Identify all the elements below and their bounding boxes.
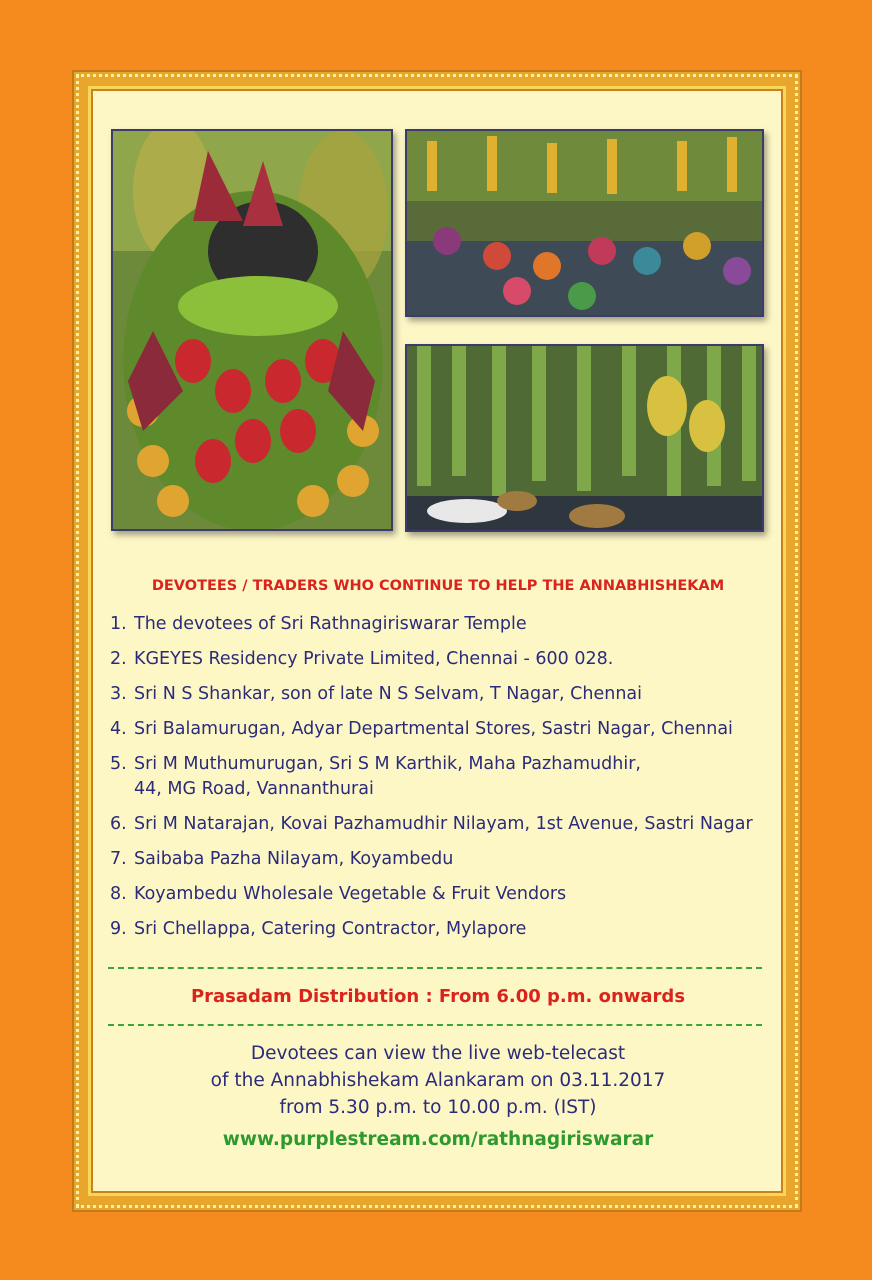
- contributors-list: [110, 612, 790, 952]
- telecast-notice: [100, 1040, 776, 1121]
- nandi-alankaram-photo: [111, 129, 393, 531]
- dashed-divider: [108, 967, 762, 969]
- list-item: 2. KGEYES Residency Private Limited, Chennai - 600 028.: [110, 649, 614, 669]
- telecast-line: from 5.30 p.m. to 10.00 p.m. (IST): [279, 1097, 597, 1118]
- devotees-preparing-photo: [405, 129, 764, 317]
- decorated-hall-photo: [405, 344, 764, 532]
- list-item: 9. Sri Chellappa, Catering Contractor, Mylapore: [110, 919, 527, 939]
- list-item: 4. Sri Balamurugan, Adyar Departmental Stores, Sastri Nagar, Chennai: [110, 719, 733, 739]
- list-item: 6. Sri M Natarajan, Kovai Pazhamudhir Nilayam, 1st Avenue, Sastri Nagar: [110, 814, 753, 834]
- website-link[interactable]: www.purplestream.com/rathnagiriswarar: [222, 1129, 654, 1150]
- prasadam-notice: Prasadam Distribution : From 6.00 p.m. onwards: [190, 986, 686, 1007]
- list-item: 3. Sri N S Shankar, son of late N S Selvam, T Nagar, Chennai: [110, 684, 643, 704]
- list-item: 7. Saibaba Pazha Nilayam, Koyambedu: [110, 849, 454, 869]
- telecast-line: of the Annabhishekam Alankaram on 03.11.2017: [210, 1070, 666, 1091]
- list-item: 5. Sri M Muthumurugan, Sri S M Karthik, Maha Pazhamudhir, 44, MG Road, Vannanthurai: [110, 754, 641, 799]
- telecast-line: Devotees can view the live web-telecast: [250, 1043, 626, 1064]
- list-item: 8. Koyambedu Wholesale Vegetable & Fruit Vendors: [110, 884, 567, 904]
- contributors-heading: DEVOTEES / TRADERS WHO CONTINUE TO HELP THE ANNABHISHEKAM: [151, 578, 725, 594]
- dashed-divider: [108, 1024, 762, 1026]
- list-item: 1. The devotees of Sri Rathnagiriswarar Temple: [110, 614, 527, 634]
